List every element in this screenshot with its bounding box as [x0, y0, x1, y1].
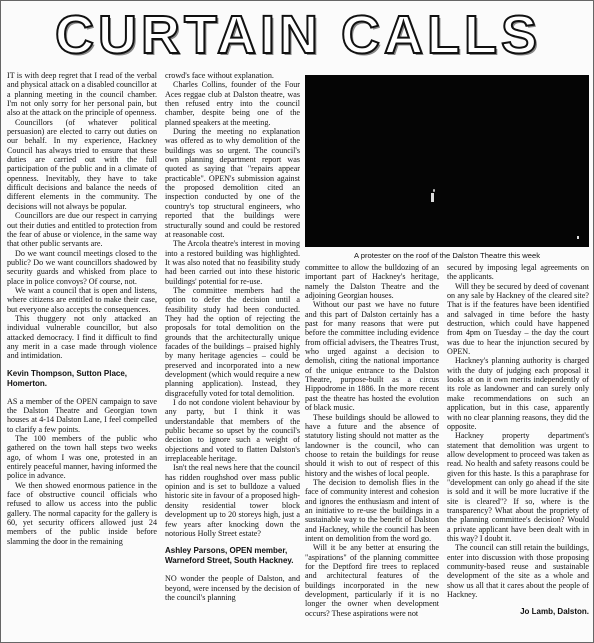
paragraph: These buildings should be allowed to have a future and the absence of statutory listing should not matter as the landowner is the council, who can choose to retain the buildings for reuse should it wish to out of respect of this history and the wishes of local people.	[305, 412, 439, 478]
paragraph: NO wonder the people of Dalston, and beyond, were incensed by the decision of the council's planning	[165, 574, 300, 602]
letter-signature: Kevin Thompson, Sutton Place, Homerton.	[7, 368, 128, 388]
letter-column-1	[7, 71, 157, 546]
paragraph: IT is with deep regret that I read of the verbal and physical attack on a disabled councillor at a planning meeting in the council chamber. I'm not only sorry for her personal pain, but also at the attack on the principle of openness.	[7, 71, 157, 118]
paragraph: Do we want council meetings closed to the public? Do we want councillors shadowed by security guards and whisked from place to place in police convoys? Of course, not.	[7, 248, 157, 286]
letter-column-3	[305, 263, 439, 618]
paragraph: The decision to demolish flies in the face of community interest and cohesion and ignores the enthusiasm and intent of an initiative to re-use the buildings in a sustainable way to the benefit of Dalston and Hackney, while the council has been intent on demolition from the word go.	[305, 477, 439, 543]
paragraph: crowd's face without explanation.	[165, 71, 274, 80]
paragraph: Will they be secured by deed of covenant on any sale by Hackney of the cleared site? That is if the features have been identified and salvaged in time before the hasty destruction, which could have happened from 4pm on Tuesday – the day the court was due to hear the injunction secured by OPEN.	[447, 281, 589, 357]
letter-signature: Ashley Parsons, OPEN member, Warneford Street, South Hackney.	[165, 546, 294, 566]
paragraph: committee to allow the bulldozing of an important part of Hackney's heritage, namely the Dalston Theatre and the adjoining Georgian houses.	[305, 263, 439, 301]
headline: CURTAIN CALLS	[55, 5, 541, 65]
paragraph: We then showed enormous patience in the face of obstructive council officials who refused to allow us access into the public gallery. The normal capacity for the gallery is 60, yet security officers allowed just 24 members of the public inside before slamming the door in the remaining	[7, 480, 157, 546]
paragraph: secured by imposing legal agreements on the applicants.	[447, 263, 589, 282]
paragraph: I do not condone violent behaviour by any party, but I think it was understandable that members of the public became so upset by the council's decision to ignore such a weight of objections and voted to flatten Dalston's irreplaceable heritage.	[165, 398, 300, 464]
protester-figure-head	[433, 189, 435, 192]
paragraph: The council can still retain the buildings, enter into discussion with those proposing community-based reuse and sustainable development of the site as a whole and show us all that it cares about the people of Hackney.	[447, 543, 589, 600]
paragraph: This thuggery not only attacked an individual vulnerable councillor, but also attacked democracy. I find it difficult to find any merit in a case made through violence and intimidation.	[7, 313, 157, 361]
protester-photo	[305, 75, 589, 247]
paragraph: The committee members had the option to defer the decision until a feasibility study had been conducted. They had the option of rejecting the proposals for total demolition on the grounds that the architecturally unique facades of the buildings – praised highly by many heritage agencies – could be preserved and incorporated into a new development (which would require a new planning application). Instead, they disgracefully voted for total demolition.	[165, 285, 300, 398]
letter-column-2	[165, 71, 300, 602]
paragraph: Will it be any better at ensuring the "aspirations" of the planning committee for the Deptford fire trees to replaced and architectural features of the buildings incorporated in the new development, particularly if it is no longer the owner when development occurs? These aspirations were not	[305, 543, 439, 618]
paragraph: Councillors (of whatever political persuasion) are elected to carry out duties on our behalf. In my experience, Hackney Council has always tried to ensure that these duties are carried out with the full participation of the public and in a climate of openness. Inevitably, they have to take difficult decisions and balance the needs of different elements in the community. The decisions will not always be popular.	[7, 117, 157, 211]
street-light	[577, 236, 579, 239]
paragraph: During the meeting no explanation was offered as to why demolition of the buildings was so urgent. The council's own planning department report was quoted as saying that "repairs appear practicable". OPEN's submission against the proposed demolition cited an inspection conducted by one of the country's top structural engineers, who reported that the buildings were structurally sound and could be restored at reasonable cost.	[165, 127, 300, 239]
paragraph: The Arcola theatre's interest in moving into a restored building was highlighted. It was also noted that no feasibility study had been carried out into these historic buildings' potential for re-use.	[165, 239, 300, 286]
paragraph: We want a council that is open and listens, where citizens are entitled to make their case, but everyone also accepts the consequences.	[7, 285, 157, 314]
paragraph: AS a member of the OPEN campaign to save the Dalston Theatre and Georgian town houses at 4-14 Dalston Lane, I feel compelled to clarify a few points.	[7, 396, 157, 434]
photo-caption: A protester on the roof of the Dalston Theatre this week	[353, 251, 540, 260]
paragraph: Without our past we have no future and this part of Dalston certainly has a past for many reasons that were put before the committee including evidence from official advisers, the Theatres Trust, who urged against a decision to demolish, citing the national importance of the unique entrance to the Dalston Theatre, purpose-built as a circus Hippodrome in 1886. In the more recent past the theatre has hosted the evolution of black music.	[305, 300, 439, 413]
letter-column-4	[447, 263, 589, 625]
paragraph: Charles Collins, founder of the Four Aces reggae club at Dalston theatre, was then refused entry into the council chamber, despite being one of the planned speakers at the meeting.	[165, 80, 300, 127]
letter-signature: Jo Lamb, Dalston.	[520, 607, 589, 617]
paragraph: Isn't the real news here that the council has ridden roughshod over mass public opinion and is set to bulldoze a valued historic site in favour of a proposed high-density residential tower block development up to 20 storeys high, just a few years after knocking down the notorious Holly Street estate?	[165, 463, 300, 538]
paragraph: The 100 members of the public who gathered on the town hall steps two weeks ago, of whom I was one, protested in an entirely peaceful manner, having informed the police in advance.	[7, 434, 157, 481]
protester-figure	[431, 193, 434, 202]
paragraph: Councillors are due our respect in carrying out their duties and entitled to protection from the fear of abuse or violence, in the same way that other public servants are.	[7, 211, 157, 249]
paragraph: Hackney's planning authority is charged with the duty of judging each proposal it looks at on it own merits independently of its role as landowner and can surely only make recommendations on such an application, but in this case, apparently with no clear planning reasons, they did the opposite.	[447, 356, 589, 431]
paragraph: Hackney property department's statement that demolition was urgent to allow development to proceed was taken as read. No health and safety reasons could be given for this haste. Is this a paraphrase for "development can only go ahead if the site is sold and it will be more lucrative if the site is cleared"? If so, where is the transparency? What about the propriety of the planning committee's decision? Would a private applicant have been dealt with in this way? I doubt it.	[447, 431, 589, 543]
